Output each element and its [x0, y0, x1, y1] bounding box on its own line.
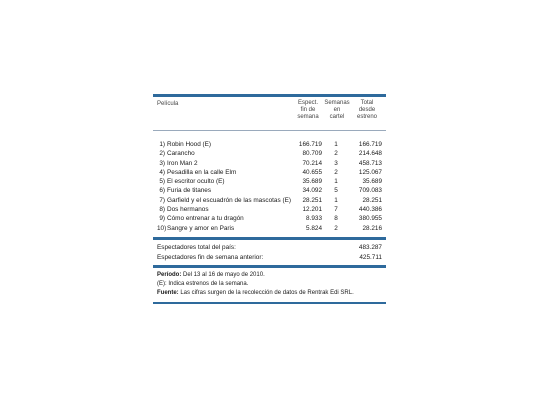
table-row: 1) Robin Hood (E) 166.719 1 166.719: [159, 141, 382, 148]
table-row: 4) Pesadilla en la calle Elm 40.655 2 125.067: [159, 168, 382, 176]
total-previous-weekend-row: Espectadores fin de semana anterior: 425.711: [157, 253, 382, 261]
header-weeks: Semanas en cartel: [324, 100, 350, 120]
source-note: Fuente: Las cifras surgen de la recolección de datos de Rentrak Edi SRL.: [157, 289, 354, 296]
header-film: Película: [157, 101, 179, 107]
table-row: 2) Carancho 80.709 2 214.648: [159, 150, 382, 158]
table-row: 5) El escritor oculto (E) 35.689 1 35.689: [159, 178, 382, 186]
bottom-rule: [153, 302, 386, 304]
period-note: Período: Del 13 al 16 de mayo de 2010.: [157, 271, 265, 278]
table-header: [153, 97, 386, 128]
header-total: Total desde estreno: [356, 100, 377, 120]
notes-section: [153, 268, 386, 302]
header-weekend: Espect. fin de semana: [297, 100, 319, 120]
table-row: 9) Cómo entrenar a tu dragón 8.933 8 380.955: [159, 215, 382, 223]
table-row: 3) Iron Man 2 70.214 3 458.713: [159, 159, 382, 167]
table-row: 10) Sangre y amor en Paris 5.824 2 28.216: [157, 224, 382, 232]
table-row: 8) Dos hermanos 12.201 7 440.386: [159, 206, 382, 214]
table-body: [153, 131, 386, 237]
total-country-row: Espectadores total del país: 483.287: [157, 243, 382, 251]
estreno-note: (E): Indica estrenos de la semana.: [157, 280, 249, 287]
totals-section: [153, 240, 386, 265]
table-row: 6) Furia de titanes 34.092 5 709.083: [159, 187, 382, 195]
table-row: 7) Garfield y el escuadrón de las mascotas (E) 28.251 1 28.251: [159, 196, 382, 204]
box-office-table: [153, 94, 386, 304]
